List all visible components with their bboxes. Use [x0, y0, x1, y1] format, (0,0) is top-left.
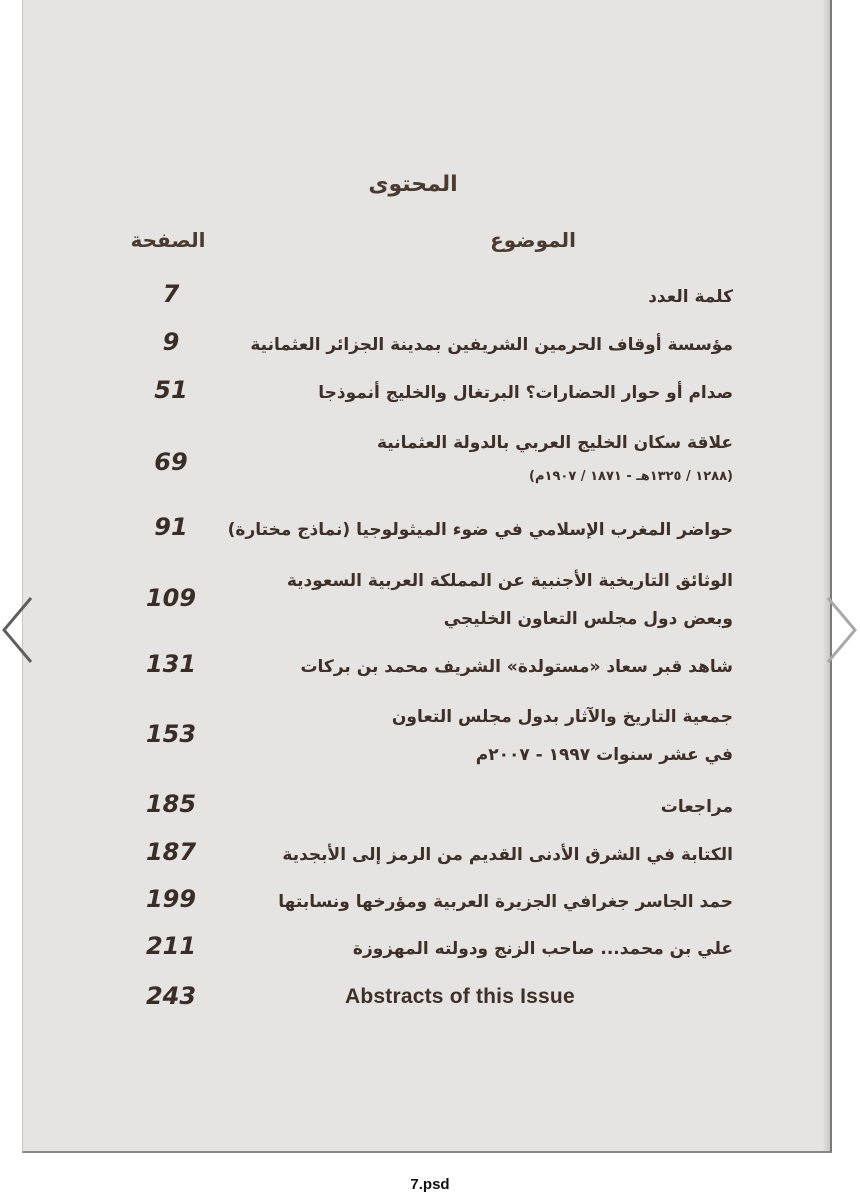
toc-row: [23, 885, 832, 931]
toc-page-number: 7: [162, 280, 180, 308]
toc-row: [23, 706, 832, 766]
toc-subject: شاهد قبر سعاد «مستولدة» الشريف محمد بن بركات: [300, 657, 733, 677]
previous-page-button[interactable]: [0, 596, 36, 664]
toc-subject: [253, 432, 733, 488]
toc-subject: كلمة العدد: [648, 287, 733, 307]
toc-subject: الكتابة في الشرق الأدنى القديم من الرمز إلى الأبجدية: [282, 845, 733, 865]
toc-subject: صدام أو حوار الحضارات؟ البرتغال والخليج أنموذجا: [318, 383, 733, 403]
toc-row: [23, 376, 832, 422]
toc-subject-line2: وبعض دول مجلس التعاون الخليجي: [443, 609, 733, 629]
next-page-button[interactable]: [824, 596, 860, 664]
toc-subject: [253, 706, 733, 766]
toc-page-number: 199: [145, 885, 197, 913]
toc-page-number: 153: [145, 720, 197, 748]
toc-subject: مراجعات: [660, 797, 733, 817]
chevron-left-icon: [0, 596, 36, 664]
toc-page-number: 243: [145, 982, 197, 1010]
toc-row: [23, 328, 832, 374]
toc-subject-abstracts: Abstracts of this Issue: [345, 985, 575, 1008]
toc-row: [23, 790, 832, 836]
toc-page-number: 211: [145, 932, 197, 960]
file-name-label: 7.psd: [410, 1176, 450, 1193]
toc-subject-main: جمعية التاريخ والآثار بدول مجلس التعاون: [391, 707, 733, 727]
toc-subject: [253, 570, 733, 630]
column-header-page: الصفحة: [130, 228, 206, 252]
scanned-page: [22, 0, 832, 1153]
toc-subject-line2: في عشر سنوات ١٩٩٧ - ٢٠٠٧م: [475, 745, 733, 765]
toc-page-number: 109: [145, 584, 197, 612]
toc-subject: حواضر المغرب الإسلامي في ضوء الميثولوجيا (نماذج مختارة): [227, 520, 733, 540]
toc-page-number: 91: [154, 513, 188, 541]
toc-subject: علي بن محمد... صاحب الزنج ودولته المهزوزة: [352, 939, 733, 959]
toc-row: [23, 650, 832, 696]
chevron-right-icon: [824, 596, 860, 664]
toc-row: [23, 280, 832, 326]
toc-subject: مؤسسة أوقاف الحرمين الشريفين بمدينة الجزائر العثمانية: [250, 335, 733, 355]
toc-row: [23, 982, 832, 1026]
toc-subject-main: الوثائق التاريخية الأجنبية عن المملكة العربية السعودية: [286, 571, 733, 591]
toc-page-number: 51: [154, 376, 188, 404]
toc-subject-dates: (١٢٨٨ / ١٣٢٥هـ - ١٨٧١ / ١٩٠٧م): [529, 469, 733, 484]
toc-page-number: 185: [145, 790, 197, 818]
toc-row: [23, 432, 832, 492]
toc-row: [23, 570, 832, 630]
column-header-subject: الموضوع: [490, 228, 576, 252]
toc-page-number: 131: [145, 650, 197, 678]
toc-row: [23, 838, 832, 884]
toc-row: [23, 513, 832, 559]
toc-page-number: 69: [154, 448, 188, 476]
page-title-text: المحتوى: [368, 172, 458, 197]
page-title: [23, 172, 823, 197]
toc-subject: حمد الجاسر جغرافي الجزيرة العربية ومؤرخها ونسابتها: [278, 892, 733, 912]
toc-row: [23, 932, 832, 978]
toc-page-number: 9: [162, 328, 180, 356]
toc-subject-main: علاقة سكان الخليج العربي بالدولة العثمانية: [377, 433, 733, 453]
toc-page-number: 187: [145, 838, 197, 866]
